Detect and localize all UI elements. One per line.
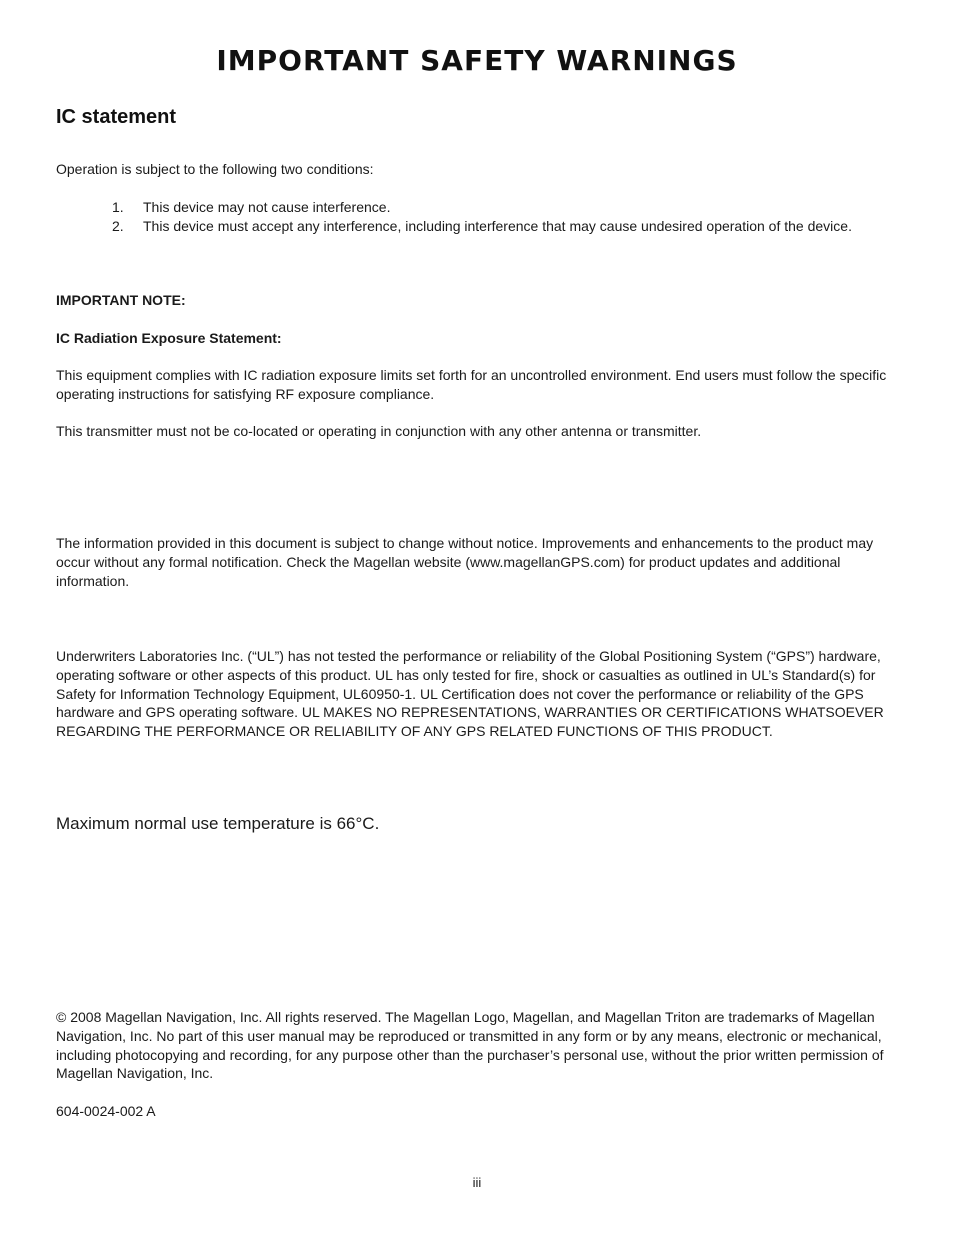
conditions-list xyxy=(56,198,898,236)
list-item-text: This device may not cause interference. xyxy=(143,199,391,215)
important-note-label: IMPORTANT NOTE: xyxy=(56,292,186,308)
list-item-number: 2. xyxy=(112,217,124,234)
copyright-paragraph: © 2008 Magellan Navigation, Inc. All rights reserved. The Magellan Logo, Magellan, and Magellan Triton are trademarks of Magellan Navigation, Inc. No part of this user manual may be reproduced or transmitted in any form or by any means, electronic or mechanical, including photocopying and recording, for any purpose other than the purchaser’s personal use, without the prior written permission of Magellan Navigation, Inc. xyxy=(56,1009,884,1082)
temperature-statement: Maximum normal use temperature is 66°C. xyxy=(56,814,380,833)
conditions-intro: Operation is subject to the following two conditions: xyxy=(56,161,374,177)
list-item xyxy=(56,198,898,217)
list-item xyxy=(56,217,898,236)
section-heading-ic-statement: IC statement xyxy=(56,106,177,128)
page-number: iii xyxy=(472,1175,482,1190)
information-notice-paragraph: The information provided in this document is subject to change without notice. Improvements and enhancements to the product may occur without any formal notification. Check the Magellan website (www.magellanGPS.com) for product updates and additional information. xyxy=(56,535,874,589)
ul-disclaimer-paragraph: Underwriters Laboratories Inc. (“UL”) has not tested the performance or reliability of the Global Positioning System (“GPS”) hardware, operating software or other aspects of this product. UL has only tested for fire, shock or casualties as outlined in UL’s Standard(s) for Safety for Information Technology Equipment, UL60950-1. UL Certification does not cover the performance or reliability of the GPS hardware and GPS operating software. UL MAKES NO REPRESENTATIONS, WARRANTIES OR CERTIFICATIONS WHATSOEVER REGARDING THE PERFORMANCE OR RELIABILITY OF ANY GPS RELATED FUNCTIONS OF THIS PRODUCT. xyxy=(56,648,884,740)
list-item-number: 1. xyxy=(112,199,124,215)
radiation-exposure-heading: IC Radiation Exposure Statement: xyxy=(56,330,282,346)
radiation-exposure-paragraph: This equipment complies with IC radiation exposure limits set forth for an uncontrolled environment. End users must follow the specific operating instructions for satisfying RF exposure compliance. xyxy=(56,367,887,402)
part-number: 604-0024-002 A xyxy=(56,1103,156,1119)
page-title: IMPORTANT SAFETY WARNINGS xyxy=(216,44,738,77)
transmitter-paragraph: This transmitter must not be co-located or operating in conjunction with any other antenna or transmitter. xyxy=(56,423,702,439)
list-item-text: This device must accept any interference, including interference that may cause undesired operation of the device. xyxy=(143,217,852,234)
